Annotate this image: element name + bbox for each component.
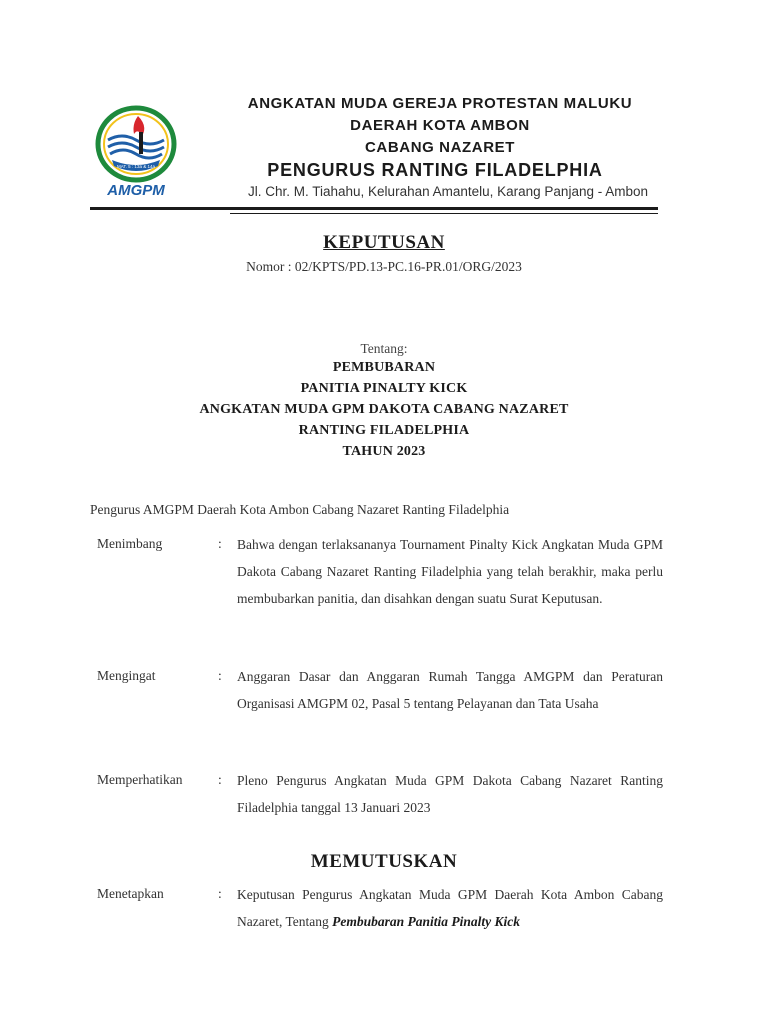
clause-label-menetapkan: Menetapkan [97,886,164,901]
clause-text-menimbang: Bahwa dengan terlaksananya Tournament Pinalty Kick Angkatan Muda GPM Dakota Cabang Nazaret Ranting Filadelphia yang telah berakhir, maka perlu membubarkan panitia, dan disahkan dengan suatu Surat Keputusan. [237,537,663,606]
org-name-line1: ANGKATAN MUDA GEREJA PROTESTAN MALUKU [247,95,633,112]
clause-text-menetapkan [237,881,663,935]
document-number: Nomor : 02/KPTS/PD.13-PC.16-PR.01/ORG/2023 [246,259,522,274]
org-name-line4: PENGURUS RANTING FILADELPHIA [267,160,603,180]
decision-emphasis: Pembubaran Panitia Pinalty Kick [332,914,521,929]
tentang-label: Tentang: [360,341,408,356]
intro-statement: Pengurus AMGPM Daerah Kota Ambon Cabang Nazaret Ranting Filadelphia [90,502,510,517]
decision-text: Keputusan Pengurus Angkatan Muda GPM Daerah Kota Ambon Cabang Nazaret, Tentang [237,887,663,929]
letterhead-divider-thick [90,207,658,210]
subject-line: PEMBUBARAN [332,360,436,375]
org-name-line3: CABANG NAZARET [364,139,516,156]
clause-text-mengingat: Anggaran Dasar dan Anggaran Rumah Tangga AMGPM dan Peraturan Organisasi AMGPM 02, Pasal 5 tentang Pelayanan dan Tata Usaha [237,669,663,711]
org-address: Jl. Chr. M. Tiahahu, Kelurahan Amantelu, Karang Panjang - Ambon [248,184,648,199]
subject-line: TAHUN 2023 [342,444,426,459]
clause-colon: : [218,886,222,901]
subject-line: PANITIA PINALTY KICK [300,381,468,396]
clause-colon: : [218,772,222,787]
decision-heading: MEMUTUSKAN [310,851,458,872]
subject-line: RANTING FILADELPHIA [298,423,470,438]
document-title: KEPUTUSAN [323,232,445,253]
amgpm-logo [94,104,182,200]
subject-line: ANGKATAN MUDA GPM DAKOTA CABANG NAZARET [199,402,569,417]
org-name-line2: DAERAH KOTA AMBON [350,117,530,134]
clause-colon: : [218,536,222,551]
clause-colon: : [218,668,222,683]
clause-label-mengingat: Mengingat [97,668,156,683]
logo-text: AMGPM [107,182,165,199]
letterhead-divider-thin [230,213,658,214]
clause-label-menimbang: Menimbang [97,536,163,551]
clause-text-memperhatikan: Pleno Pengurus Angkatan Muda GPM Dakota Cabang Nazaret Ranting Filadelphia tanggal 13 Januari 2023 [237,773,663,815]
clause-label-memperhatikan: Memperhatikan [97,772,183,787]
logo-ribbon-text: MAT. 5 : 13a & 14a [117,164,155,169]
